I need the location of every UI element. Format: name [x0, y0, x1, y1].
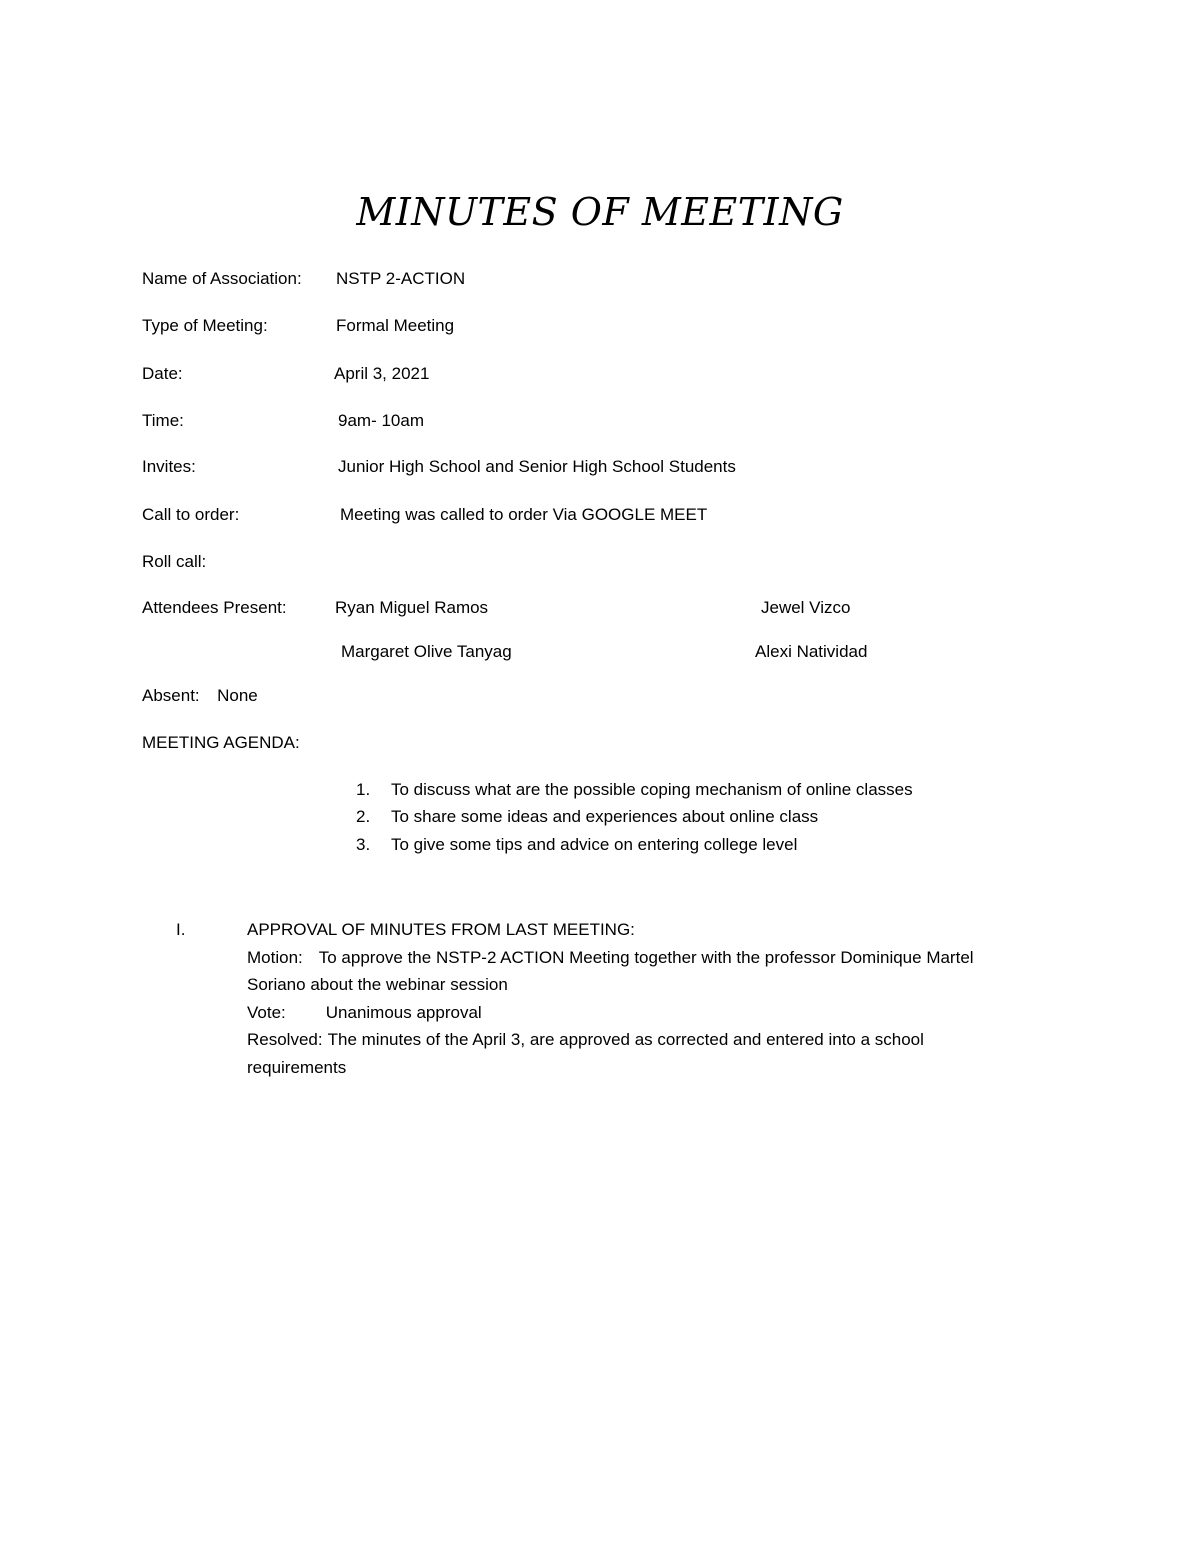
resolved-text: The minutes of the April 3, are approved as corrected and entered into a school [327, 1030, 924, 1049]
vote-value: Unanimous approval [325, 1002, 482, 1022]
section-number: I. [176, 920, 186, 939]
agenda-number: 1. [356, 780, 371, 799]
call-to-order-label: Call to order: [142, 505, 240, 524]
attendees-label: Attendees Present: [142, 598, 287, 617]
call-to-order-value: Meeting was called to order Via GOOGLE MEET [340, 505, 708, 524]
agenda-text: To give some tips and advice on entering college level [391, 835, 798, 854]
attendee-name: Margaret Olive Tanyag [341, 642, 512, 661]
meeting-type-label: Type of Meeting: [142, 316, 268, 335]
time-label: Time: [142, 411, 184, 430]
absent-row [142, 685, 258, 707]
date-label: Date: [142, 364, 183, 383]
time-value: 9am- 10am [338, 411, 424, 430]
date-value: April 3, 2021 [334, 364, 430, 383]
resolved-label: Resolved: [247, 1030, 323, 1049]
motion-continuation: Soriano about the webinar session [247, 975, 508, 994]
absent-label: Absent: [142, 686, 200, 705]
agenda-text: To discuss what are the possible coping mechanism of online classes [391, 780, 913, 799]
resolved-continuation: requirements [247, 1057, 347, 1077]
vote-label: Vote: [247, 1002, 286, 1022]
agenda-number: 3. [356, 835, 371, 854]
association-value: NSTP 2-ACTION [336, 269, 466, 288]
absent-value: None [217, 686, 258, 705]
vote-line [247, 999, 1047, 1027]
invites-value: Junior High School and Senior High School Students [338, 457, 736, 476]
attendee-name: Alexi Natividad [755, 642, 868, 661]
agenda-heading: MEETING AGENDA: [142, 733, 300, 752]
motion-text: To approve the NSTP-2 ACTION Meeting together with the professor Dominique Martel [318, 947, 974, 967]
agenda-number: 2. [356, 807, 371, 826]
section-body [247, 916, 1047, 1081]
resolved-line [247, 1026, 1047, 1054]
roll-call-label: Roll call: [142, 552, 207, 571]
agenda-text: To share some ideas and experiences about online class [391, 807, 819, 826]
association-label: Name of Association: [142, 269, 302, 288]
motion-label: Motion: [247, 947, 303, 967]
section-heading: APPROVAL OF MINUTES FROM LAST MEETING: [247, 920, 635, 939]
invites-label: Invites: [142, 457, 196, 476]
attendee-name: Jewel Vizco [761, 598, 851, 617]
motion-line [247, 944, 1047, 972]
meeting-type-value: Formal Meeting [336, 316, 455, 335]
attendee-name: Ryan Miguel Ramos [335, 598, 489, 617]
document-title: MINUTES OF MEETING [356, 190, 844, 234]
